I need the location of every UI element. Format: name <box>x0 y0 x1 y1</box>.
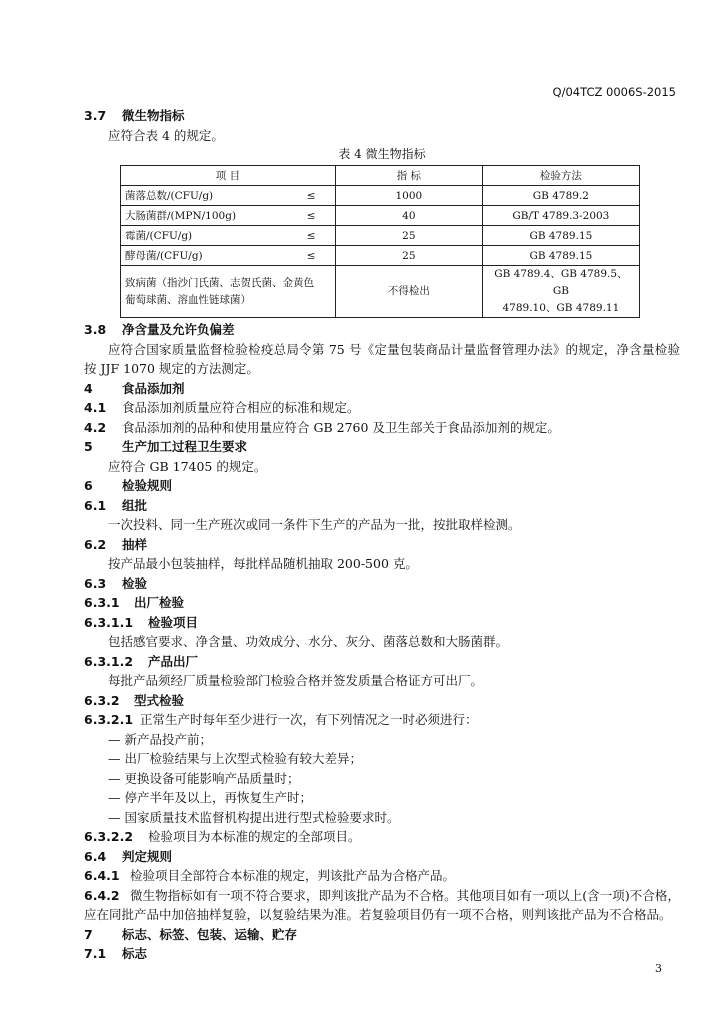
heading-6-3-1-1: 6.3.1.1 检验项目 <box>84 614 199 630</box>
pathogen-method: GB 4789.4、GB 4789.5、GB 4789.10、GB 4789.11 <box>482 266 639 318</box>
table-row: 菌落总数/(CFU/g) ≤ 1000 GB 4789.2 <box>121 186 640 206</box>
pathogen-value: 不得检出 <box>335 266 482 318</box>
list-item: — 新产品投产前； <box>108 731 212 747</box>
document-body <box>84 106 680 964</box>
paragraph-6-1: 一次投料、同一生产班次或同一条件下生产的产品为一批，按批取样检测。 <box>108 517 521 532</box>
page-number: 3 <box>655 962 662 975</box>
heading-6-3-1: 6.3.1 出厂检验 <box>84 595 185 610</box>
heading-3-7: 3.7 微生物指标 <box>84 108 185 123</box>
heading-6-3: 6.3 检验 <box>84 575 148 591</box>
table-4-caption: 表 4 微生物指标 <box>338 147 426 161</box>
table-row: 霉菌/(CFU/g) ≤ 25 GB 4789.15 <box>121 226 640 246</box>
list-item: — 停产半年及以上，再恢复生产时； <box>108 790 312 805</box>
paragraph-3-7: 应符合表 4 的规定。 <box>108 127 224 143</box>
heading-6-3-2: 6.3.2 型式检验 <box>84 692 185 708</box>
heading-5: 5 生产加工过程卫生要求 <box>84 439 248 454</box>
paragraph-6-3-1-2: 每批产品须经厂质量检验部门检验合格并签发质量合格证方可出厂。 <box>108 673 484 688</box>
heading-6-1: 6.1 组批 <box>84 497 148 513</box>
clause-6-4-2-line1: 6.4.2 微生物指标如有一项不符合要求，即判该批产品为不合格。其他项目如有一项以上(含一项)不合格， <box>84 887 680 903</box>
clause-6-4-2-line2: 应在同批产品中加倍抽样复验，以复验结果为准。若复验项目仍有一项不合格，则判该批产品为不合格品。 <box>84 907 672 922</box>
microbial-table <box>120 165 640 318</box>
paragraph-3-8-line1: 应符合国家质量监督检验检疫总局令第 75 号《定量包装商品计量监督管理办法》的规定，净含量检验 <box>108 341 680 357</box>
list-item: — 更换设备可能影响产品质量时； <box>108 770 300 786</box>
heading-6: 6 检验规则 <box>84 478 173 493</box>
heading-3-8: 3.8 净含量及允许负偏差 <box>84 322 235 337</box>
header-item: 项 目 <box>121 166 336 186</box>
heading-7: 7 标志、标签、包装、运输、贮存 <box>84 926 298 942</box>
paragraph-3-8-line2: 按 JJF 1070 规定的方法测定。 <box>84 361 259 376</box>
table-row-pathogen <box>121 266 640 318</box>
clause-4-2: 4.2 食品添加剂的品种和使用量应符合 GB 2760 及卫生部关于食品添加剂的规定。 <box>84 419 560 435</box>
table-row: 大肠菌群/(MPN/100g) ≤ 40 GB/T 4789.3-2003 <box>121 206 640 226</box>
heading-7-1: 7.1 标志 <box>84 946 148 961</box>
header-index: 指 标 <box>335 166 482 186</box>
table-row: 酵母菌/(CFU/g) ≤ 25 GB 4789.15 <box>121 246 640 266</box>
header-method: 检验方法 <box>482 166 639 186</box>
clause-6-3-2-1: 6.3.2.1 正常生产时每年至少进行一次，有下列情况之一时必须进行： <box>84 712 478 727</box>
pathogen-name: 致病菌（指沙门氏菌、志贺氏菌、金黄色 葡萄球菌、溶血性链球菌） <box>121 266 336 318</box>
list-item: — 国家质量技术监督机构提出进行型式检验要求时。 <box>108 809 400 825</box>
paragraph-5: 应符合 GB 17405 的规定。 <box>108 458 267 474</box>
standard-code: Q/04TCZ 0006S-2015 <box>552 85 676 99</box>
table-header-row <box>121 166 640 186</box>
paragraph-6-2: 按产品最小包装抽样，每批样品随机抽取 200-500 克。 <box>108 556 418 571</box>
list-item: — 出厂检验结果与上次型式检验有较大差异； <box>108 751 362 766</box>
heading-4: 4 食品添加剂 <box>84 380 185 396</box>
paragraph-6-3-1-1: 包括感官要求、净含量、功效成分、水分、灰分、菌落总数和大肠菌群。 <box>108 634 509 649</box>
heading-6-3-1-2: 6.3.1.2 产品出厂 <box>84 653 199 669</box>
clause-6-3-2-2: 6.3.2.2 检验项目为本标准的规定的全部项目。 <box>84 829 361 844</box>
heading-6-2: 6.2 抽样 <box>84 536 148 552</box>
clause-4-1: 4.1 食品添加剂质量应符合相应的标准和规定。 <box>84 400 360 415</box>
clause-6-4-1: 6.4.1 检验项目全部符合本标准的规定，判该批产品为合格产品。 <box>84 868 456 883</box>
heading-6-4: 6.4 判定规则 <box>84 848 173 864</box>
